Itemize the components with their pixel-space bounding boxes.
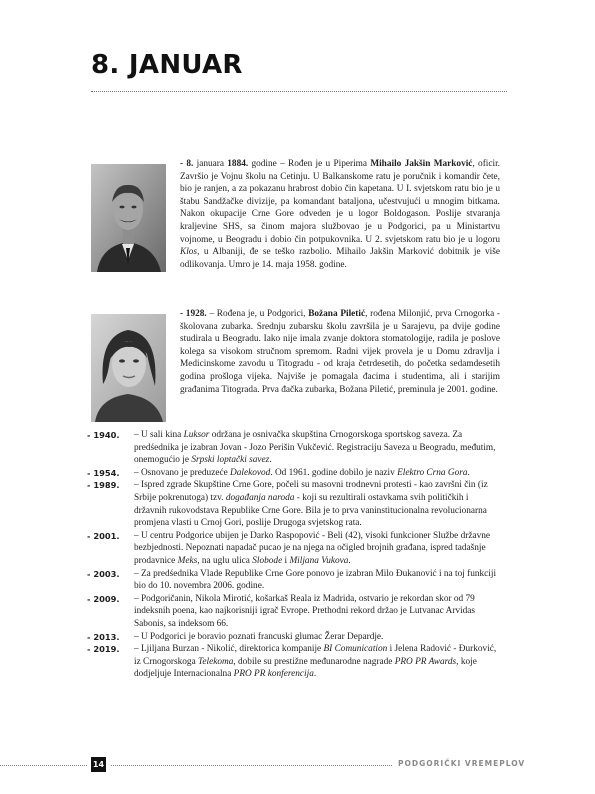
- bio-bozana-piletic: [180, 308, 500, 396]
- event-text: [134, 568, 502, 593]
- bio-text: , oficir. Završio je Vojnu školu na Cetinju. U Balkanskome ratu je poručnik i komandir čete, bio je ranjen, a za pokazanu hrabrost dobio čin kapetana. U I. svjetskom ratu bio je u štabu Sandžačke divizije, pa komandant bataljona, učestvujući u mnogim bitkama. Nakon okupacije Crne Gore odveden je u logor Boldogason. Poslije stvaranja kraljevine SHS, sa činom majora službovao je u Podgorici, pa u Ministartvu vojnome, u Beogradu i dobio čin potpukovnika. U 2. svjetskom ratu bio je u logoru: [180, 159, 500, 245]
- event-text-italic: Srpski loptački savez: [191, 455, 270, 466]
- portrait-man-icon: [91, 164, 166, 272]
- event-text: [134, 429, 502, 467]
- event-text-italic: Dalekovod: [230, 467, 271, 478]
- bio-mihailo-jaksin-markovic: [180, 158, 500, 271]
- event-text: [134, 631, 502, 644]
- event-text-italic: Telekoma: [198, 656, 234, 667]
- event-year: - 2003.: [87, 568, 120, 579]
- event-text-part: , na uglu ulica: [197, 555, 253, 566]
- event-year: - 1989.: [87, 480, 120, 491]
- event-text-italic: Luksor: [183, 430, 210, 440]
- bio-text: , rođena Milonjić, prva Crnogorka - školovana zubarka. Srednju zubarsku školu završila je u Sarajevu, pa dvije godine studirala u Beogradu. Iako nije imala zvanje doktora stomatologije, radila je poslove kolega sa visokom stručnom spremom. Radni vijek provela je u Domu zdravlja i Medicinskome zavodu u Titogradu - od kraja četrdesetih, do početka sedamdesetih godina prošloga vijeka. Najviše je pomagala đacima i studentima, ali i starijim građanima Titograda. Prva đačka zubarka, Božana Piletić, preminula je 2001. godine.: [180, 309, 501, 395]
- event-text-part: .: [348, 555, 351, 566]
- event-year: - 2001.: [87, 530, 120, 541]
- event-text-italic: Elektro Crna Gora: [397, 467, 468, 478]
- event-text-part: – Za predśednika Vlade Republike Crne Gore ponovo je izabran Milo Đukanović i na toj funkciji bio do 10. novembra 2006. godine.: [134, 568, 497, 592]
- portrait-woman-icon: [91, 314, 166, 422]
- title-dotted-rule: [91, 91, 507, 92]
- event-year: - 1940.: [87, 430, 120, 440]
- event-text-part: – Podgoričanin, Nikola Mirotić, košarkaš Reala iz Madrida, ostvario je rekordan skor od 79 indeksnih poena, kao najkorisniji igrač Evrope. Prethodni rekord držao je Lutvanac Arvidas Sabonis, sa indeksom 66.: [134, 593, 476, 629]
- bio-year: - 1928.: [180, 309, 207, 319]
- bio-person-name: Božana Piletić: [308, 309, 366, 319]
- event-entry: [87, 593, 507, 631]
- event-text-italic: događanja naroda: [225, 492, 295, 503]
- event-year: - 2019.: [87, 644, 120, 655]
- event-text-part: .: [269, 455, 272, 466]
- event-text-part: .: [467, 467, 470, 478]
- event-text: [134, 479, 502, 529]
- event-entry: [87, 631, 507, 644]
- page-title: 8. JANUAR: [91, 50, 243, 80]
- event-entry: [87, 568, 507, 593]
- event-text-italic: PRO PR konferencija: [233, 669, 314, 680]
- footer-dotted-rule: [0, 765, 87, 766]
- event-year: - 2009.: [87, 593, 120, 604]
- event-text-italic: Slobode: [252, 555, 283, 566]
- event-text-part: , koje dodjeljuje Internacionalna: [134, 656, 477, 680]
- bio-text: januara: [193, 159, 228, 169]
- event-text-part: .: [313, 669, 317, 680]
- bio-text: , u Albaniji, đe se teško razbolio. Mihailo Jakšin Marković dobitnik je više odlikovanja. Umro je 14. maja 1958. godine.: [180, 247, 500, 270]
- event-entry: [87, 530, 507, 568]
- event-text-part: – Ljiljana Burzan - Nikolić, direktorica kompanije: [134, 644, 324, 655]
- event-text-part: - koji su rezultirali ostavkama svih političkih i državnih rukovodstava Republike Crne Gore. Bila je to prva vaninstitucionalna revolucionarna promjena vlasti u Crnoj Gori, poslije Drugoga svjetskog rata.: [134, 492, 487, 529]
- event-text-italic: BI Comunication: [323, 644, 388, 655]
- event-text: [134, 530, 502, 568]
- events-list: [87, 429, 507, 681]
- footer-publication-label: PODGORIČKI VREMEPLOV: [398, 759, 526, 768]
- event-text-part: – U centru Podgorice ubijen je Darko Raspopović - Beli (42), visoki funkcioner Službe državne bezbjednosti. Nepoznati napadač pucao je na njega na očigled brojnih građana, ispred tadašnje prodavnice: [134, 530, 491, 566]
- portrait-photo-woman: [91, 314, 166, 422]
- event-text-part: – U Podgorici je boravio poznati francuski glumac Žerar Depardje.: [134, 631, 384, 642]
- event-text-italic: Meks: [177, 555, 198, 566]
- bio-year: 1884.: [227, 159, 249, 169]
- event-entry: [87, 429, 507, 467]
- page-number: 14: [91, 757, 106, 772]
- bio-text: godine – Rođen je u Piperima: [248, 159, 371, 169]
- event-text: [134, 467, 502, 480]
- bio-date: - 8.: [180, 159, 194, 169]
- footer-dotted-rule: [111, 765, 392, 766]
- event-entry: [87, 643, 507, 681]
- event-text-part: – U sali kina: [134, 430, 184, 440]
- event-text-part: održana je osnivačka skupština Crnogorskoga sportskog saveza. Za predśednika je izabran Jovan - Jozo Perišin Vukčević. Registraciju Saveza u Beogradu, međutim, onemogućio je: [134, 430, 496, 466]
- portrait-photo-man: [91, 164, 166, 272]
- event-text-italic: Miljana Vukova: [289, 555, 349, 566]
- event-text-part: – Ispred zgrade Skupštine Crne Gore, počeli su masovni trodnevni protesti - kao završni čin (iz Srbije pokrenutoga) tzv.: [134, 480, 488, 503]
- event-entry: [87, 479, 507, 529]
- event-year: - 2013.: [87, 631, 120, 642]
- event-text: [134, 643, 502, 681]
- bio-person-name: Mihailo Jakšin Marković: [370, 159, 473, 169]
- event-entry: [87, 467, 507, 480]
- event-text: [134, 593, 502, 631]
- event-text-part: – Osnovano je preduzeće: [134, 467, 231, 478]
- event-text-part: , dobile su prestižne međunarodne nagrade: [233, 656, 395, 667]
- event-text-italic: PRO PR Awards: [394, 656, 457, 667]
- bio-text: – Rođena je, u Podgorici,: [206, 309, 309, 319]
- event-text-part: . Od 1961. godine dobilo je naziv: [270, 467, 398, 478]
- bio-place: Klos: [180, 247, 198, 258]
- event-text-part: i: [282, 555, 290, 566]
- event-text-part: i Jelena Radović - Đurković, iz Crnogorskoga: [134, 644, 497, 667]
- event-year: - 1954.: [87, 467, 120, 478]
